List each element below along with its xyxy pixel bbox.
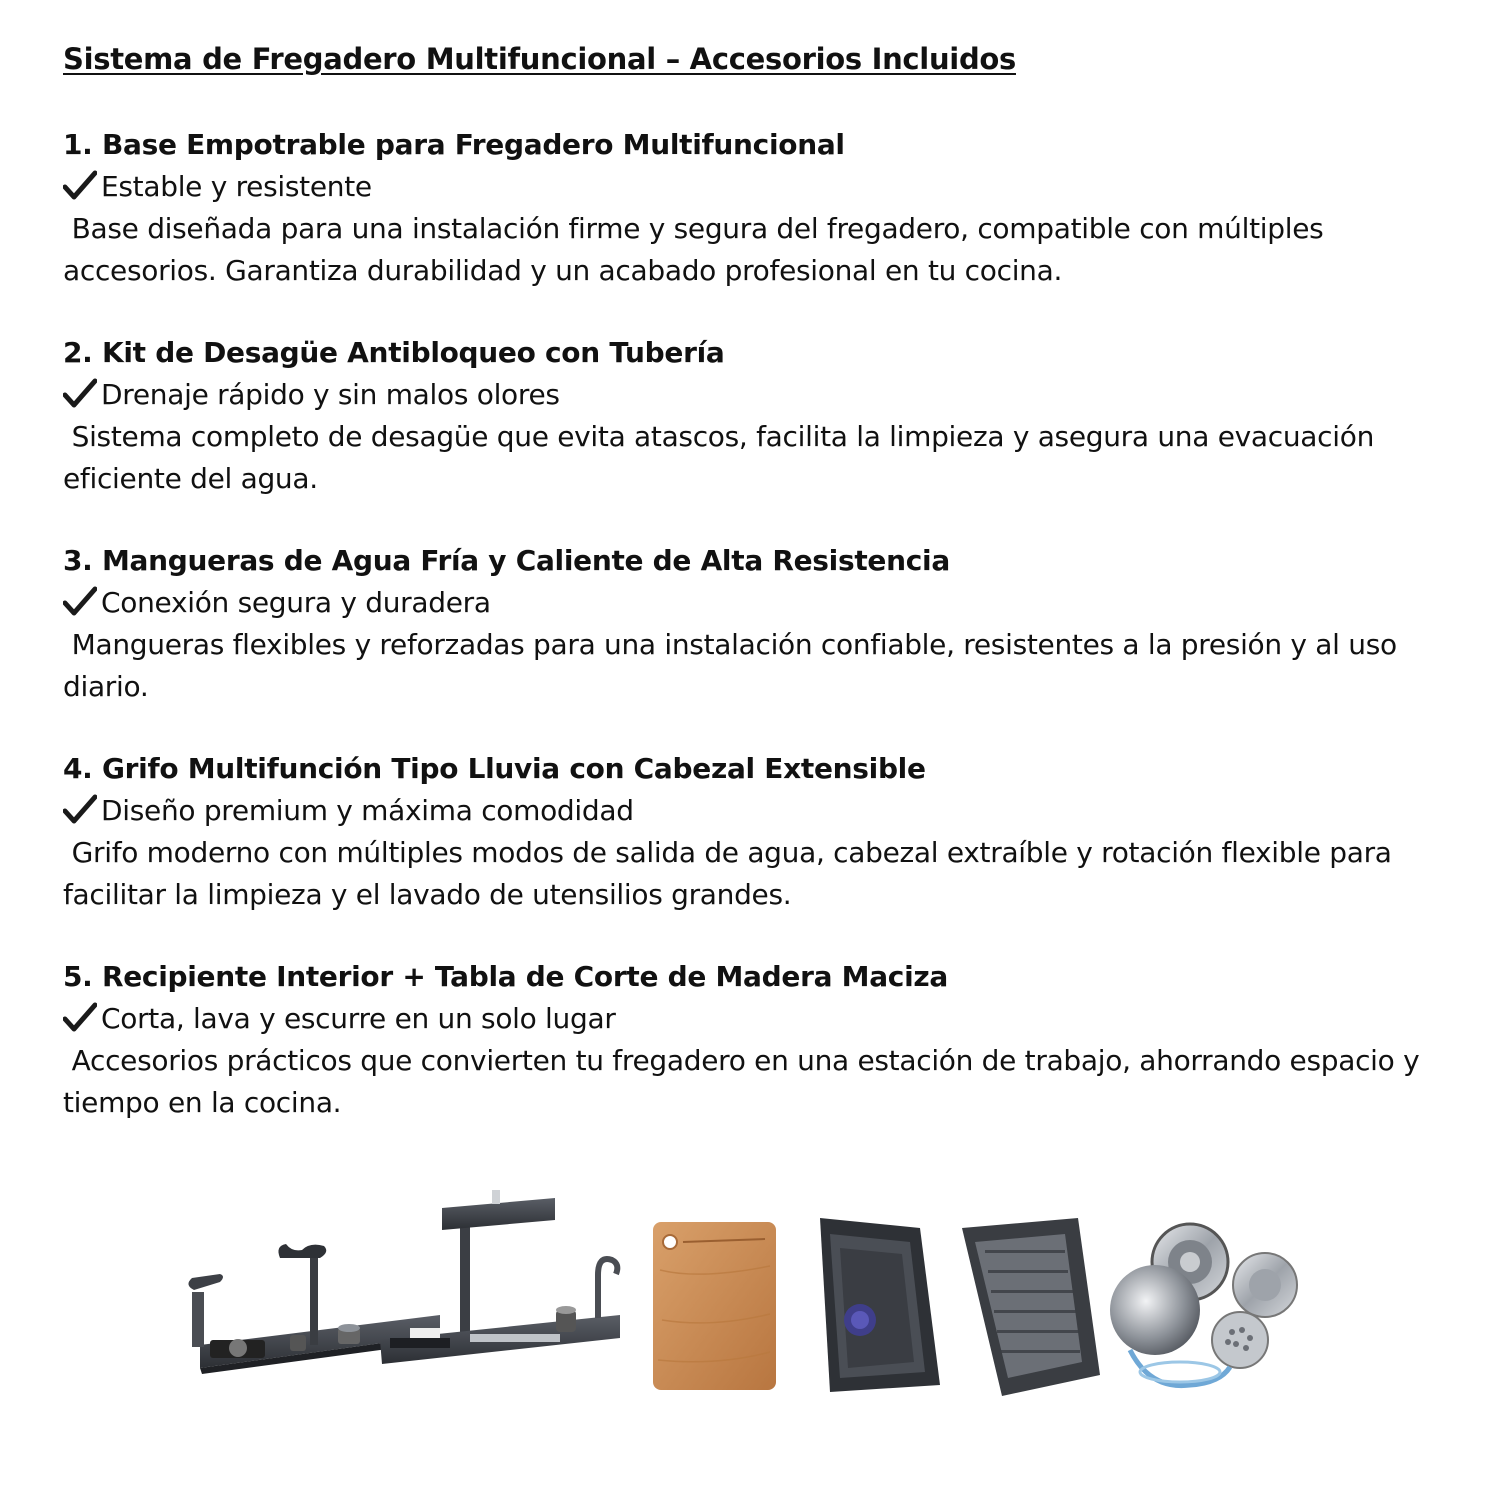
multifunction-faucet-illustration xyxy=(380,1190,620,1364)
section-check-line xyxy=(63,790,1443,832)
section-heading: 1. Base Empotrable para Fregadero Multifuncional xyxy=(63,128,845,161)
section-check-line xyxy=(63,998,1443,1040)
document-content xyxy=(63,38,1443,1164)
section-description: Grifo moderno con múltiples modos de salida de agua, cabezal extraíble y rotación flexible para facilitar la limpieza y el lavado de utensilios grandes. xyxy=(63,836,1392,911)
product-accessories-illustration xyxy=(180,1150,1320,1420)
section-check-text: Drenaje rápido y sin malos olores xyxy=(101,378,560,411)
section-hoses xyxy=(63,540,1443,708)
section-description: Base diseñada para una instalación firme y segura del fregadero, compatible con múltiples accesorios. Garantiza durabilidad y un acabado profesional en tu cocina. xyxy=(63,212,1324,287)
check-mark-icon xyxy=(63,1002,97,1032)
section-base xyxy=(63,124,1443,292)
section-heading: 5. Recipiente Interior + Tabla de Corte de Madera Maciza xyxy=(63,960,948,993)
check-mark-icon xyxy=(63,586,97,616)
drain-kit-illustration xyxy=(1110,1224,1297,1386)
section-check-text: Diseño premium y máxima comodidad xyxy=(101,794,634,827)
section-check-text: Conexión segura y duradera xyxy=(101,586,491,619)
section-heading: 4. Grifo Multifunción Tipo Lluvia con Cabezal Extensible xyxy=(63,752,926,785)
check-mark-icon xyxy=(63,378,97,408)
section-check-line xyxy=(63,166,1443,208)
wooden-cutting-board-illustration xyxy=(653,1222,776,1390)
drain-basket-illustration xyxy=(962,1218,1100,1396)
section-check-text: Corta, lava y escurre en un solo lugar xyxy=(101,1002,616,1035)
section-heading: 3. Mangueras de Agua Fría y Caliente de Alta Resistencia xyxy=(63,544,950,577)
section-check-line xyxy=(63,582,1443,624)
section-check-line xyxy=(63,374,1443,416)
check-mark-icon xyxy=(63,170,97,200)
section-description: Sistema completo de desagüe que evita atascos, facilita la limpieza y asegura una evacuación eficiente del agua. xyxy=(63,420,1375,495)
section-check-text: Estable y resistente xyxy=(101,170,372,203)
section-heading: 2. Kit de Desagüe Antibloqueo con Tubería xyxy=(63,336,725,369)
section-description: Mangueras flexibles y reforzadas para una instalación confiable, resistentes a la presión y al uso diario. xyxy=(63,628,1397,703)
section-description: Accesorios prácticos que convierten tu fregadero en una estación de trabajo, ahorrando espacio y tiempo en la cocina. xyxy=(63,1044,1420,1119)
interior-container-illustration xyxy=(820,1218,940,1392)
document-title: Sistema de Fregadero Multifuncional – Accesorios Incluidos xyxy=(63,42,1016,76)
section-drain xyxy=(63,332,1443,500)
section-container-board xyxy=(63,956,1443,1124)
section-faucet xyxy=(63,748,1443,916)
check-mark-icon xyxy=(63,794,97,824)
